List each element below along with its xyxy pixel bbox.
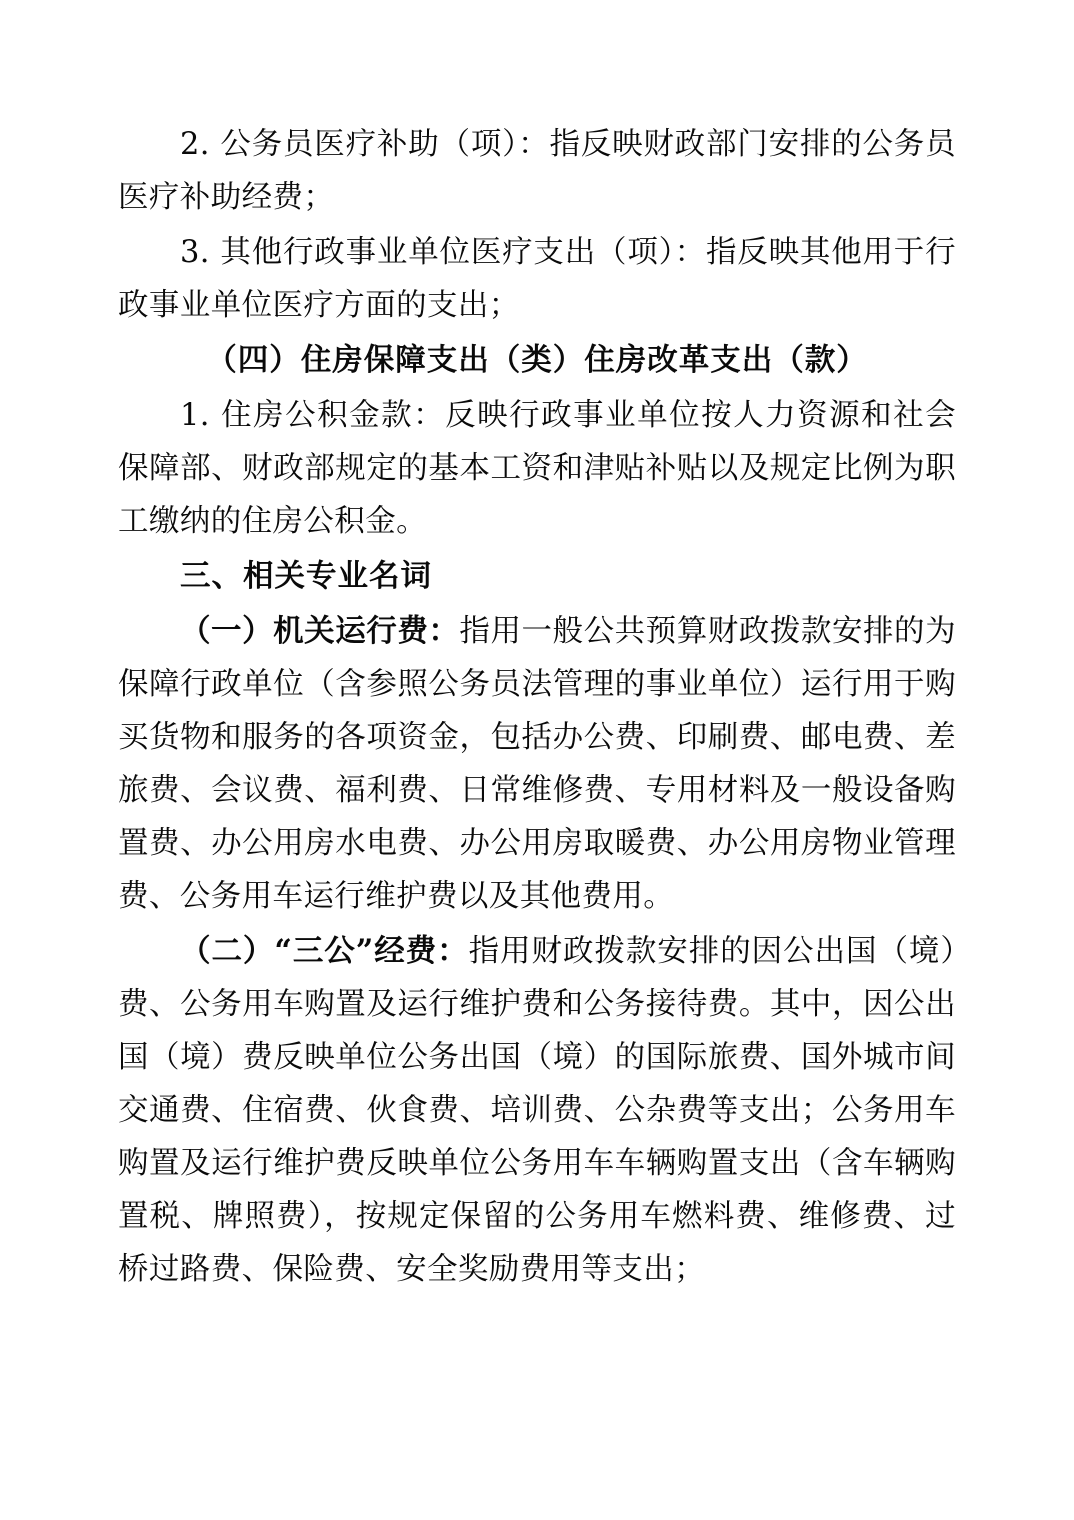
- paragraph-item-2: 2. 公务员医疗补助（项）：指反映财政部门安排的公务员医疗补助经费；: [118, 127, 956, 215]
- paragraph-housing-fund: 1. 住房公积金款：反映行政事业单位按人力资源和社会保障部、财政部规定的基本工资和津贴补贴以及规定比例为职工缴纳的住房公积金。: [118, 398, 956, 539]
- heading-section-four: （四）住房保障支出（类）住房改革支出（款）: [206, 342, 868, 378]
- heading-section-three: 三、相关专业名词: [180, 558, 432, 594]
- paragraph-lead-agency-operating-cost: （一）机关运行费：: [180, 613, 460, 649]
- paragraph-text-agency-operating-cost: 指用一般公共预算财政拨款安排的为保障行政单位（含参照公务员法管理的事业单位）运行用于购买货物和服务的各项资金，包括办公费、印刷费、邮电费、差旅费、会议费、福利费、日常维修费、专用材料及一般设备购置费、办公用房水电费、办公用房取暖费、办公用房物业管理费、公务用车运行维护费以及其他费用。: [118, 614, 956, 914]
- paragraph-text-three-public-funds: 指用财政拨款安排的因公出国（境）费、公务用车购置及运行维护费和公务接待费。其中，因公出国（境）费反映单位公务出国（境）的国际旅费、国外城市间交通费、住宿费、伙食费、培训费、公杂费等支出；公务用车购置及运行维护费反映单位公务用车车辆购置支出（含车辆购置税、牌照费），按规定保留的公务用车燃料费、维修费、过桥过路费、保险费、安全奖励费用等支出；: [118, 934, 956, 1287]
- paragraph-lead-three-public-funds: （二）“三公”经费：: [180, 933, 469, 969]
- document-body: [118, 118, 956, 1296]
- paragraph-three-public-funds: [118, 925, 956, 1296]
- paragraph-item-3: 3. 其他行政事业单位医疗支出（项）：指反映其他用于行政事业单位医疗方面的支出；: [118, 235, 956, 323]
- paragraph-agency-operating-cost: [118, 605, 956, 923]
